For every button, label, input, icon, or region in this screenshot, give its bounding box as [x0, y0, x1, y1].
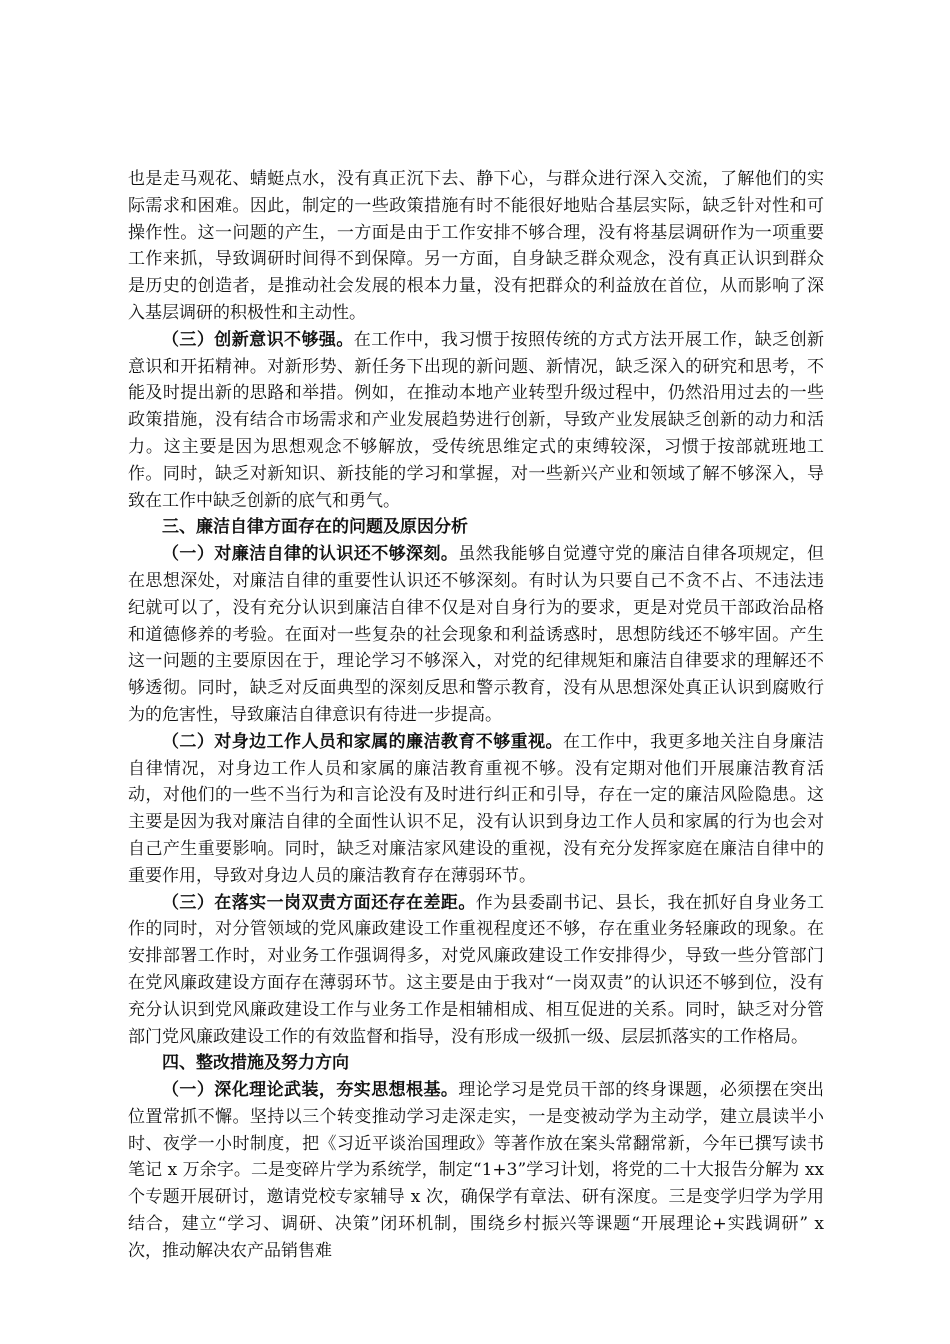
paragraph-text: 作为县委副书记、县长，我在抓好自身业务工作的同时，对分管领域的党风廉政建设工作重视程度还不够，存在重业务轻廉政的现象。在安排部署工作时，对业务工作强调得多，对党风廉政建设工作安排得少，导致一些分管部门在党风廉政建设方面存在薄弱环节。这主要是由于我对“一岗双责”的认识还不够到位，没有充分认识到党风廉政建设工作与业务工作是相辅相成、相互促进的关系。同时，缺乏对分管部门党风廉政建设工作的有效监督和指导，没有形成一级抓一级、层层抓落实的工作格局。: [128, 892, 825, 1047]
section-heading-text: 三、廉洁自律方面存在的问题及原因分析: [162, 517, 468, 538]
paragraph-integrity-awareness: [128, 541, 824, 729]
paragraph-innovation: [128, 327, 824, 515]
section-heading-4: [128, 1050, 824, 1077]
document-body: [128, 166, 824, 1265]
paragraph-text: 虽然我能够自觉遵守党的廉洁自律各项规定，但在思想深处，对廉洁自律的重要性认识还不够深刻。有时认为只要自己不贪不占、不违法违纪就可以了，没有充分认识到廉洁自律不仅是对自身行为的要求，更是对党员干部政治品格和道德修养的考验。在面对一些复杂的社会现象和利益诱惑时，思想防线还不够牢固。产生这一问题的主要原因在于，理论学习不够深入，对党的纪律规矩和廉洁自律要求的理解还不够透彻。同时，缺乏对反面典型的深刻反思和警示教育，没有从思想深处真正认识到腐败行为的危害性，导致廉洁自律意识有待进一步提高。: [128, 544, 825, 725]
paragraph-text: 在工作中，我习惯于按照传统的方式方法开展工作，缺乏创新意识和开拓精神。对新形势、新任务下出现的新问题、新情况，缺乏深入的研究和思考，不能及时提出新的思路和举措。例如，在推动本地产业转型升级过程中，仍然沿用过去的一些政策措施，没有结合市场需求和产业发展趋势进行创新，导致产业发展缺乏创新的动力和活力。这主要是因为思想观念不够解放，受传统思维定式的束缚较深，习惯于按部就班地工作。同时，缺乏对新知识、新技能的学习和掌握，对一些新兴产业和领域了解不够深入，导致在工作中缺乏创新的底气和勇气。: [128, 329, 825, 511]
section-heading-3: [128, 514, 824, 541]
paragraph-continuation: [128, 166, 824, 327]
paragraph-theory-study: [128, 1077, 824, 1265]
paragraph-lead: （三）创新意识不够强。: [162, 329, 354, 350]
paragraph-dual-responsibility: [128, 890, 824, 1051]
section-heading-text: 四、整改措施及努力方向: [162, 1053, 349, 1074]
paragraph-text: 也是走马观花、蜻蜓点水，没有真正沉下去、静下心，与群众进行深入交流，了解他们的实际需求和困难。因此，制定的一些政策措施有时不能很好地贴合基层实际，缺乏针对性和可操作性。这一问题的产生，一方面是由于工作安排不够合理，没有将基层调研作为一项重要工作来抓，导致调研时间得不到保障。另一方面，自身缺乏群众观念，没有真正认识到群众是历史的创造者，是推动社会发展的根本力量，没有把群众的利益放在首位，从而影响了深入基层调研的积极性和主动性。: [128, 169, 824, 323]
paragraph-lead: （一）对廉洁自律的认识还不够深刻。: [162, 544, 459, 565]
paragraph-lead: （一）深化理论武装，夯实思想根基。: [162, 1080, 459, 1101]
paragraph-text: 在工作中，我更多地关注自身廉洁自律情况，对身边工作人员和家属的廉洁教育重视不够。没有定期对他们开展廉洁教育活动，对他们的一些不当行为和言论没有及时进行纠正和引导，存在一定的廉洁风险隐患。这主要是因为我对廉洁自律的全面性认识不足，没有认识到身边工作人员和家属的行为也会对自己产生重要影响。同时，缺乏对廉洁家风建设的重视，没有充分发挥家庭在廉洁自律中的重要作用，导致对身边人员的廉洁教育存在薄弱环节。: [128, 731, 825, 886]
paragraph-lead: （三）在落实一岗双责方面还存在差距。: [162, 892, 476, 913]
paragraph-lead: （二）对身边工作人员和家属的廉洁教育不够重视。: [162, 731, 563, 752]
paragraph-family-education: [128, 729, 824, 890]
paragraph-text: 理论学习是党员干部的终身课题，必须摆在突出位置常抓不懈。坚持以三个转变推动学习走深走实，一是变被动学为主动学，建立晨读半小时、夜学一小时制度，把《习近平谈治国理政》等著作放在案头常翻常新，今年已撰写读书笔记 x 万余字。二是变碎片学为系统学，制定“1+3”学习计划，将党的二十大报告分解为 xx 个专题开展研讨，邀请党校专家辅导 x 次，确保学有章法、研有深度。三是变学归学为学用结合，建立“学习、调研、决策”闭环机制，围绕乡村振兴等课题“开展理论+实践调研” x 次，推动解决农产品销售难: [128, 1080, 825, 1261]
